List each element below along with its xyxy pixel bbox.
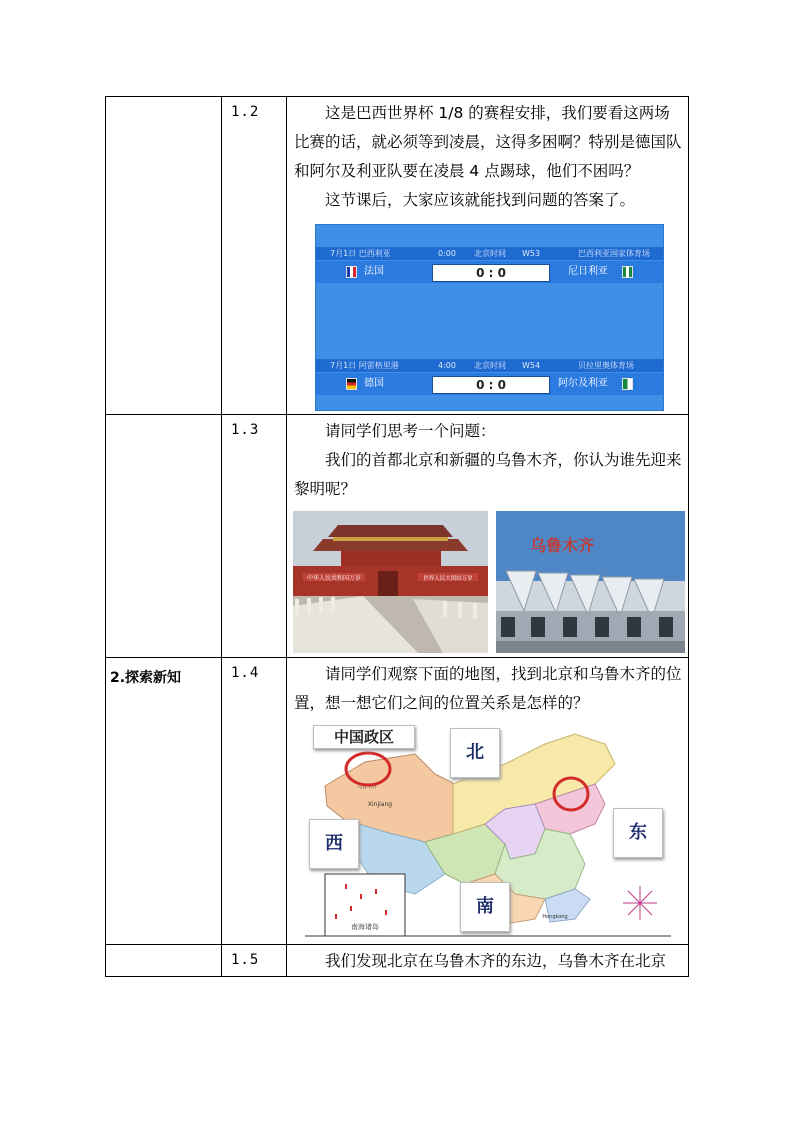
urumqi-station-photo: [496, 511, 685, 653]
step-number: 1.5: [231, 952, 260, 968]
stage-cell: [106, 658, 222, 945]
step-number-cell: [222, 415, 287, 658]
away-team: 阿尔及利亚: [558, 378, 608, 389]
hongkong-map-label: Hongkong: [542, 914, 568, 920]
table-row: [106, 97, 689, 415]
france-flag-icon: [346, 266, 357, 278]
east-label: 东: [613, 808, 663, 858]
content-cell: [287, 658, 689, 945]
match-time: 0:00: [438, 249, 456, 258]
match-stadium: 巴西利亚国家体育场: [578, 249, 650, 258]
match-date-venue: 7月1日 巴西利亚: [330, 249, 391, 258]
match-teams-row: [316, 373, 663, 395]
match-teams-row: [316, 261, 663, 283]
photo-sign-text: 乌鲁木齐: [530, 536, 595, 555]
urumqi-map-label: 乌鲁木齐: [356, 784, 378, 790]
match-info-bar: [316, 247, 663, 260]
step-number-cell: [222, 658, 287, 945]
match-date-venue: 7月1日 阿雷格里港: [330, 361, 399, 370]
content-cell: [287, 945, 689, 977]
paragraph: 这是巴西世界杯 1/8 的赛程安排，我们要看这两场比赛的话，就必须等到凌晨，这得多困啊？特别是德国队和阿尔及利亚队要在凌晨 4 点踢球，他们不困吗？: [294, 104, 682, 180]
table-row: [106, 415, 689, 658]
lesson-table: [105, 96, 689, 977]
match-info-bar: [316, 359, 663, 372]
stage-cell: [106, 97, 222, 415]
south-label: 南: [460, 882, 510, 932]
step-number: 1.3: [231, 422, 260, 438]
content-cell: [287, 415, 689, 658]
west-label: 西: [309, 819, 359, 869]
nigeria-flag-icon: [622, 266, 633, 278]
match-code: W53: [522, 249, 541, 258]
paragraph: 请同学们观察下面的地图，找到北京和乌鲁木齐的位置，想一想它们之间的位置关系是怎样的？: [294, 665, 682, 712]
match-time: 4:00: [438, 361, 456, 370]
stage-cell: [106, 415, 222, 658]
map-inset-label: 南海诸岛: [351, 923, 379, 931]
table-row: [106, 945, 689, 977]
stage-label: 2.探索新知: [110, 670, 182, 686]
germany-flag-icon: [346, 378, 357, 390]
beijing-tiananmen-photo: [293, 511, 488, 653]
photo-sign-text: 世界人民大团结万岁: [423, 576, 473, 582]
step-number-cell: [222, 97, 287, 415]
stage-label: [106, 97, 221, 106]
match-score: 0 : 0: [432, 376, 550, 394]
stage-cell: [106, 945, 222, 977]
stage-label: [106, 945, 221, 954]
world-cup-schedule-image: [315, 224, 664, 411]
home-team: 德国: [364, 378, 384, 389]
china-political-map: [305, 724, 671, 938]
step-number: 1.2: [231, 104, 260, 120]
algeria-flag-icon: [622, 378, 633, 390]
match-score: 0 : 0: [432, 264, 550, 282]
match-timezone: 北京时间: [474, 361, 506, 370]
xinjiang-map-label: Xinjiang: [367, 801, 393, 808]
paragraph: 我们的首都北京和新疆的乌鲁木齐，你认为谁先迎来黎明呢？: [294, 451, 682, 498]
north-label: 北: [450, 728, 500, 778]
photo-sign-text: 中华人民共和国万岁: [306, 575, 362, 582]
table-row: [106, 658, 689, 945]
paragraph: 请同学们思考一个问题：: [325, 422, 496, 440]
away-team: 尼日利亚: [568, 266, 608, 277]
paragraph: 这节课后，大家应该就能找到问题的答案了。: [325, 191, 636, 209]
home-team: 法国: [364, 266, 384, 277]
match-stadium: 贝拉里奥体育场: [578, 361, 634, 370]
content-cell: [287, 97, 689, 415]
paragraph: 我们发现北京在乌鲁木齐的东边，乌鲁木齐在北京: [325, 952, 667, 970]
map-title: 中国政区: [313, 725, 415, 749]
stage-label: [106, 415, 221, 424]
photo-pair: [287, 511, 688, 657]
step-number: 1.4: [231, 665, 260, 681]
step-number-cell: [222, 945, 287, 977]
match-timezone: 北京时间: [474, 249, 506, 258]
match-code: W54: [522, 361, 541, 370]
